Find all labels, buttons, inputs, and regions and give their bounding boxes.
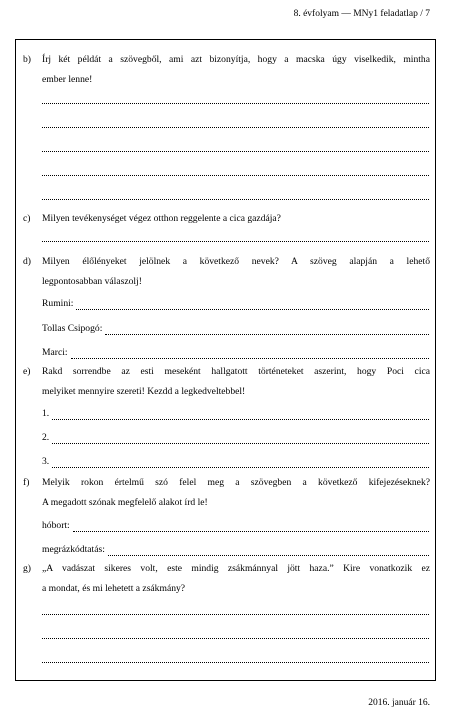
field-label: megrázkódtatás: (42, 544, 105, 555)
task-e-line1: Rakd sorrendbe az esti meseként hallgatott történeteket aszerint, hogy Poci cica (42, 366, 430, 377)
field-label: Tollas Csipogó: (42, 323, 103, 334)
field-rumini[interactable] (42, 298, 429, 310)
field-label: Rumini: (42, 298, 74, 309)
field-label: 1. (42, 408, 50, 419)
answer-fill[interactable] (52, 410, 429, 420)
answer-line-g-3[interactable] (42, 662, 429, 663)
task-e-line2: melyiket mennyire szereti! Kezdd a legkedveltebbel! (42, 386, 246, 397)
answer-fill[interactable] (73, 522, 429, 532)
page-footer-date: 2016. január 16. (368, 698, 430, 708)
field-megrazkodtatas[interactable] (42, 544, 429, 556)
field-rank-2[interactable] (42, 432, 429, 444)
field-hobort[interactable] (42, 520, 429, 532)
field-label: 3. (42, 456, 50, 467)
field-rank-3[interactable] (42, 456, 429, 468)
answer-line-b-4[interactable] (42, 175, 429, 176)
answer-line-b-2[interactable] (42, 127, 429, 128)
field-label: hóbort: (42, 520, 70, 531)
task-letter-f: f) (23, 477, 30, 488)
answer-fill[interactable] (52, 434, 429, 444)
answer-fill[interactable] (71, 349, 429, 359)
task-b-line1: Írj két példát a szövegből, ami azt bizonyítja, hogy a macska úgy viselkedik, mintha (42, 54, 430, 65)
page-header: 8. évfolyam — MNy1 feladatlap / 7 (293, 9, 430, 19)
task-letter-c: c) (23, 213, 31, 224)
field-label: Marci: (42, 347, 68, 358)
answer-fill[interactable] (76, 300, 429, 310)
task-f-line1: Melyik rokon értelmű szó felel meg a szövegben a következő kifejezéseknek? (42, 477, 430, 488)
field-rank-1[interactable] (42, 408, 429, 420)
answer-fill[interactable] (105, 325, 429, 335)
task-c-line1: Milyen tevékenységet végez otthon reggelente a cica gazdája? (42, 213, 281, 224)
task-d-line2: legpontosabban válaszolj! (42, 276, 142, 287)
answer-line-b-1[interactable] (42, 103, 429, 104)
task-d-line1: Milyen élőlényeket jelölnek a következő nevek? A szöveg alapján a lehető (42, 256, 430, 267)
task-b-line2: ember lenne! (42, 74, 93, 85)
task-letter-g: g) (23, 563, 31, 574)
answer-line-g-2[interactable] (42, 638, 429, 639)
task-letter-b: b) (23, 54, 31, 65)
answer-fill[interactable] (52, 458, 429, 468)
task-f-line2: A megadott szónak megfelelő alakot írd le! (42, 497, 208, 508)
task-letter-d: d) (23, 256, 31, 267)
task-g-line2: a mondat, és mi lehetett a zsákmány? (42, 583, 186, 594)
answer-line-b-3[interactable] (42, 151, 429, 152)
task-letter-e: e) (23, 366, 31, 377)
task-g-line1: „A vadászat sikeres volt, este mindig zsákmánnyal jött haza.” Kire vonatkozik ez (42, 563, 430, 574)
field-marci[interactable] (42, 347, 429, 359)
field-label: 2. (42, 432, 50, 443)
field-tollas-csipogo[interactable] (42, 323, 429, 335)
answer-line-b-5[interactable] (42, 199, 429, 200)
answer-fill[interactable] (108, 546, 429, 556)
answer-line-c-1[interactable] (42, 241, 429, 242)
answer-line-g-1[interactable] (42, 614, 429, 615)
task-box (15, 39, 436, 681)
